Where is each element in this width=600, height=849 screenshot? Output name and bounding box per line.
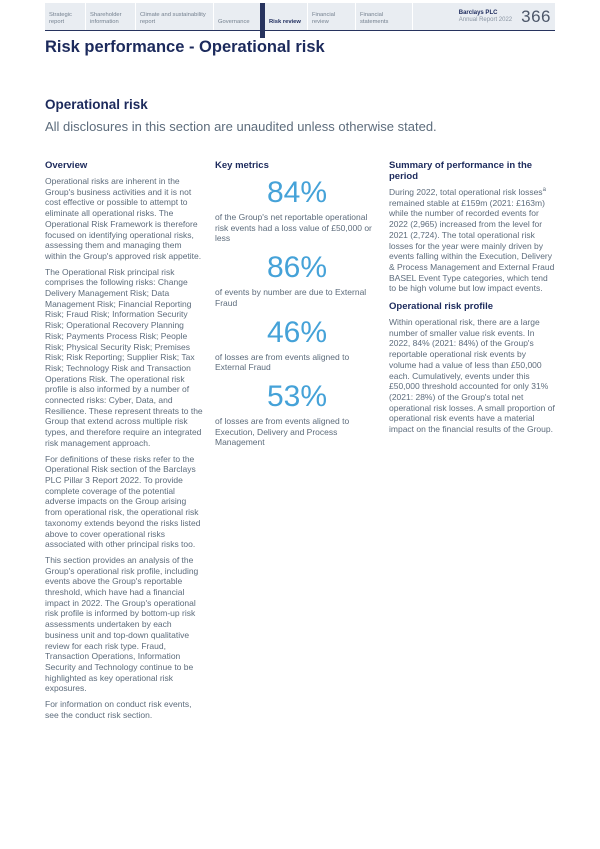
page-number: 366 xyxy=(521,6,551,26)
summary-paragraph-rest: remained stable at £159m (2021: £163m) while the number of recorded events for 2022 (2,965) increased from the level for 2021 (2,724). The total operational risk losses for the year were mainly driven by events falling within the Execution, Delivery & Process Management and External Fraud BASEL Event Type categories, which tend to be high volume but low impact events. xyxy=(389,197,555,294)
tab-governance[interactable] xyxy=(214,3,264,30)
brand-block xyxy=(459,10,512,24)
metric-caption: of losses are from events aligned to External Fraud xyxy=(215,351,350,373)
section-header xyxy=(45,97,555,134)
tab-label: Financial review xyxy=(312,12,336,25)
tab-financial-review[interactable] xyxy=(308,3,355,30)
brand-name: Barclays PLC xyxy=(458,9,498,16)
overview-paragraph: This section provides an analysis of the Group's operational risk profile, including events above the Group's reportable threshold, which have had a financial impact in 2022. The Group's operational risk profile is informed by bottom-up risk assessments undertaken by each business unit and top-down qualitative review for each risk type. Fraud, Transaction Operations, Information Security and Technology continue to be highlighted as key operational risk exposures. xyxy=(45,554,199,694)
tab-label: Risk review xyxy=(269,19,301,25)
section-title: Operational risk xyxy=(45,97,148,112)
header-tab-bar xyxy=(45,3,555,31)
overview-paragraph: The Operational Risk principal risk comprises the following risks: Change Delivery Management Risk; Data Management Risk; Financial Reporting Risk; Fraud Risk; Information Security Risk; Operational Recovery Planning Risk; Payments Process Risk; People Risk; Physical Security Risk; Premises Risk; Risk Reporting; Supplier Risk; Tax Risk; Technology Risk and Transaction Operations Risk. The operational risk profile is also informed by a number of connected risks: Cyber, Data, and Resilience. These represent threats to the Group that extend across multiple risk types, and therefore require an integrated risk management approach. xyxy=(45,266,203,448)
header-brand-cell xyxy=(413,3,555,30)
summary-paragraph xyxy=(389,187,555,294)
risk-profile-heading: Operational risk profile xyxy=(389,301,493,313)
tab-shareholder-information[interactable] xyxy=(86,3,135,30)
tab-label: Shareholder information xyxy=(90,12,122,25)
metric-caption: of events by number are due to External Fraud xyxy=(215,287,367,308)
key-metrics-column xyxy=(215,160,379,725)
page-title: Risk performance - Operational risk xyxy=(45,38,325,56)
tab-climate-sustainability-report[interactable] xyxy=(136,3,213,30)
metric-caption: of losses are from events aligned to Execution, Delivery and Process Management xyxy=(215,415,350,448)
content-columns xyxy=(45,160,555,725)
metric-value: 84% xyxy=(266,176,328,209)
summary-paragraph-lead: During 2022, total operational risk losses xyxy=(389,187,543,197)
footnote-marker: a xyxy=(542,187,546,194)
metric-block xyxy=(215,176,379,244)
metric-block xyxy=(215,316,379,373)
tab-label: Strategic report xyxy=(49,12,72,25)
tab-label: Climate and sustainability report xyxy=(140,12,206,25)
metric-value: 46% xyxy=(266,315,328,349)
key-metrics-heading: Key metrics xyxy=(215,160,269,171)
metric-value: 86% xyxy=(266,251,328,285)
overview-column xyxy=(45,160,205,725)
summary-heading: Summary of performance in the period xyxy=(389,160,533,182)
tab-label: Financial statements xyxy=(360,12,389,25)
overview-heading: Overview xyxy=(45,160,88,171)
overview-paragraph: Operational risks are inherent in the Group's business activities and it is not cost effective or possible to attempt to eliminate all operational risks. The Operational Risk Framework is therefore focused on identifying operational risks, assessing them and managing them within the Group's approved risk appetite. xyxy=(45,176,202,261)
metric-caption: of the Group's net reportable operational risk events had a loss value of £50,000 or less xyxy=(215,212,372,244)
tab-label: Governance xyxy=(218,19,250,25)
overview-paragraph: For definitions of these risks refer to the Operational Risk section of the Barclays PLC Pillar 3 Report 2022. To provide complete coverage of the potential adverse impacts on the Group arising from operational risk, the operational risk taxonomy extends beyond the risks listed above to cover operational risks associated with other principal risks too. xyxy=(45,453,201,550)
metric-block xyxy=(215,380,379,448)
header xyxy=(45,0,555,31)
summary-column xyxy=(389,160,555,725)
tab-strategic-report[interactable] xyxy=(45,3,85,30)
tab-financial-statements[interactable] xyxy=(356,3,412,30)
overview-paragraph: For information on conduct risk events, see the conduct risk section. xyxy=(45,699,192,720)
metric-block xyxy=(215,251,379,308)
tab-risk-review-active[interactable] xyxy=(265,3,307,30)
risk-profile-paragraph: Within operational risk, there are a large number of smaller value risk events. In 2022, 84% (2021: 84%) of the Group's reportable operational risk events by volume had a value of less than £50,000 each. Cumulatively, events under this £50,000 threshold accounted for only 31% (2021: 28%) of the Group's total net operational risk losses. A small proportion of operational risk events have a material impact on the financial results of the Group. xyxy=(389,317,555,435)
section-subtitle: All disclosures in this section are unaudited unless otherwise stated. xyxy=(45,119,437,134)
metric-value: 53% xyxy=(266,379,328,413)
active-tab-marker xyxy=(260,3,265,38)
brand-report-title: Annual Report 2022 xyxy=(458,16,513,23)
